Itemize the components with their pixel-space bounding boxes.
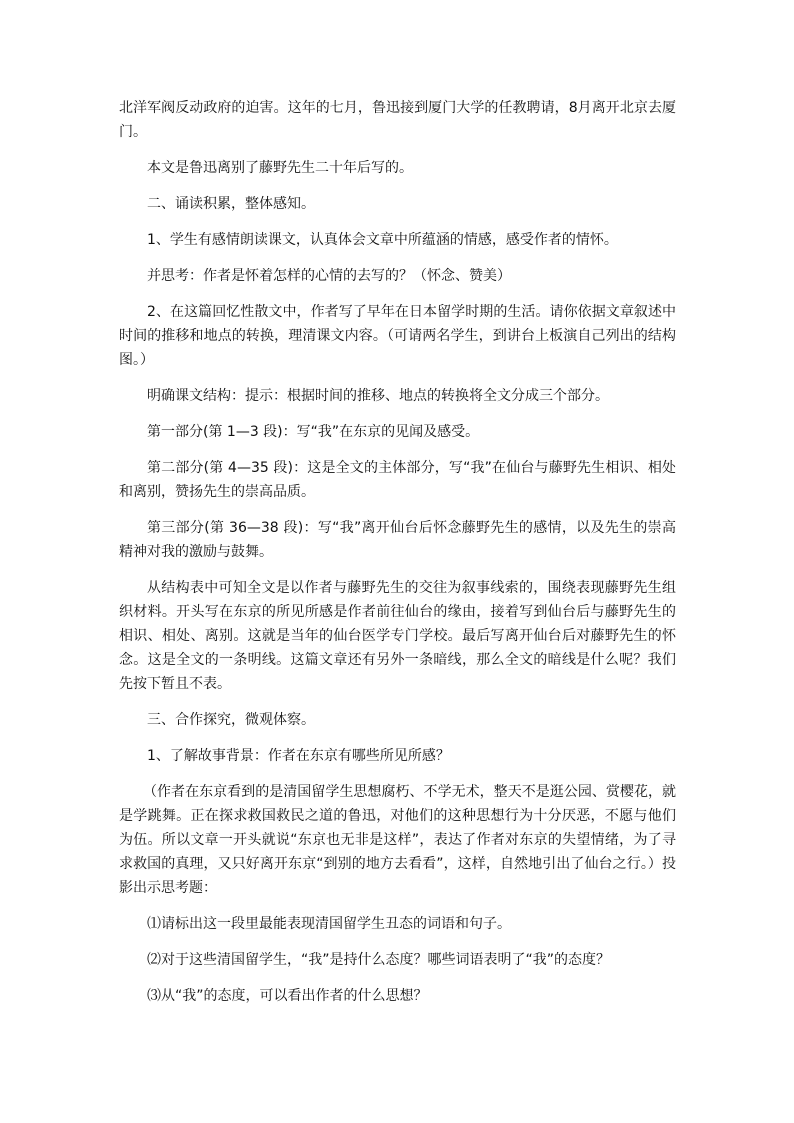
paragraph-task-2: 2、在这篇回忆性散文中，作者写了早年在日本留学时期的生活。请你依据文章叙述中时间的推移和地点的转换，理清课文内容。（可请两名学生，到讲台上板演自己列出的结构图。） <box>119 304 676 368</box>
paragraph-writing-time: 本文是鲁迅离别了藤野先生二十年后写的。 <box>147 160 413 176</box>
paragraph-think-question: 并思考：作者是怀着怎样的心情的去写的？（怀念、赞美） <box>147 268 511 284</box>
paragraph-story-background: 1、了解故事背景：作者在东京有哪些所见所感？ <box>147 748 450 764</box>
question-3: ⑶从“我”的态度，可以看出作者的什么思想？ <box>147 988 428 1004</box>
paragraph-clue-analysis: 从结构表中可知全文是以作者与藤野先生的交往为叙事线索的，围绕表现藤野先生组织材料。开头写在东京的所见所感是作者前往仙台的缘由，接着写到仙台后与藤野先生的相识、相处、离别。这就是当年的仙台医学专门学校。最后写离开仙台后对藤野先生的怀念。这是全文的一条明线。这篇文章还有另外一条暗线，那么全文的暗线是什么呢？我们先按下暂且不表。 <box>119 580 676 692</box>
paragraph-task-1: 1、学生有感情朗读课文，认真体会文章中所蕴涵的情感，感受作者的情怀。 <box>147 232 618 248</box>
paragraph-part-1: 第一部分(第 1—3 段)：写“我”在东京的见闻及感受。 <box>147 424 480 440</box>
section-heading-2: 二、诵读积累，整体感知。 <box>147 196 315 212</box>
paragraph-structure-hint: 明确课文结构：提示：根据时间的推移、地点的转换将全文分成三个部分。 <box>147 388 609 404</box>
question-2: ⑵对于这些清国留学生，“我”是持什么态度？哪些词语表明了“我”的态度？ <box>147 952 611 968</box>
paragraph-tokyo-impression: （作者在东京看到的是清国留学生思想腐朽、不学无术，整天不是逛公园、赏樱花，就是学跳舞。正在探求救国救民之道的鲁迅，对他们的这种思想行为十分厌恶，不愿与他们为伍。所以文章一开头就说“东京也无非是这样”，表达了作者对东京的失望情绪，为了寻求救国的真理，又只好离开东京“到别的地方去看看”，这样，自然地引出了仙台之行。）投影出示思考题： <box>119 784 676 896</box>
paragraph-part-3: 第三部分(第 36—38 段)：写“我”离开仙台后怀念藤野先生的感情，以及先生的崇高精神对我的激励与鼓舞。 <box>119 520 676 560</box>
section-heading-3: 三、合作探究，微观体察。 <box>147 712 315 728</box>
document-page <box>119 96 676 1020</box>
question-1: ⑴请标出这一段里最能表现清国留学生丑态的词语和句子。 <box>147 916 511 932</box>
paragraph-background-end: 北洋军阀反动政府的迫害。这年的七月，鲁迅接到厦门大学的任教聘请，8月离开北京去厦门。 <box>119 100 676 140</box>
paragraph-part-2: 第二部分(第 4—35 段)：这是全文的主体部分，写“我”在仙台与藤野先生相识、相处和离别，赞扬先生的崇高品质。 <box>119 460 676 500</box>
